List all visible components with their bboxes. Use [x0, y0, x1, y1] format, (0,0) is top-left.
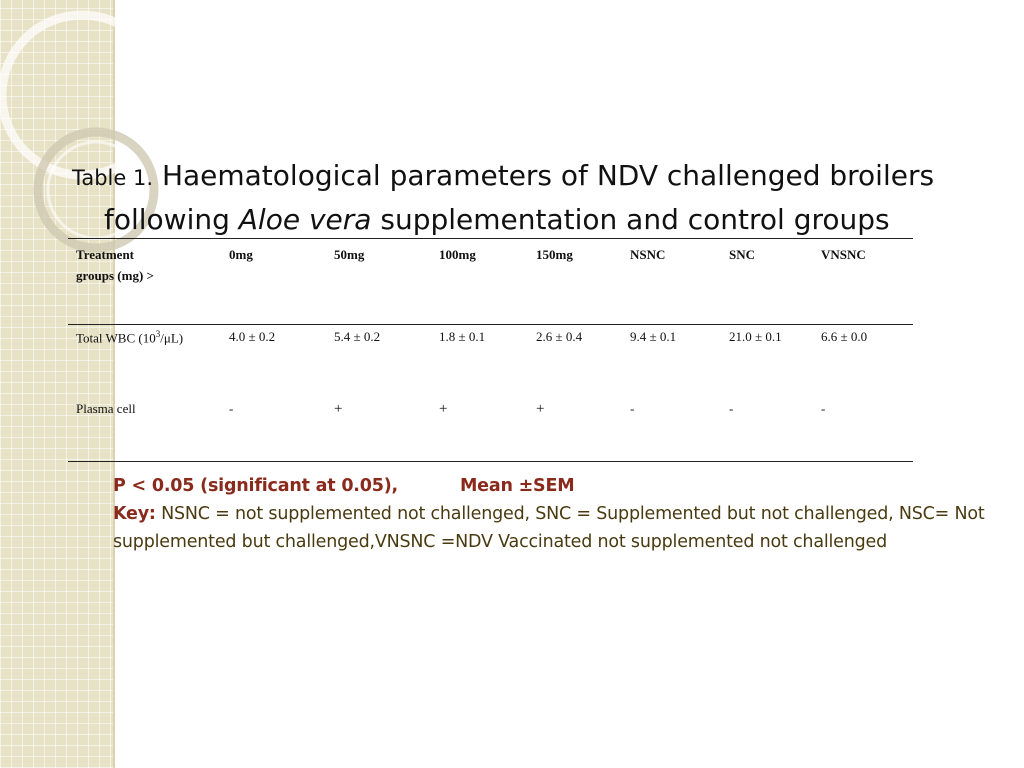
table-cell: 1.8 ± 0.1 — [439, 329, 486, 344]
header-treatment — [68, 239, 221, 325]
wbc-label-sup: 3 — [155, 329, 161, 339]
row-label-plasma: Plasma cell — [76, 401, 136, 416]
table-header-row — [68, 239, 913, 325]
wbc-label-pre: Total WBC (10 — [76, 330, 156, 346]
header-col-150mg: 150mg — [536, 247, 573, 262]
table-cell: 5.4 ± 0.2 — [334, 329, 381, 344]
table-cell: + — [334, 401, 343, 417]
table-row — [68, 395, 913, 462]
title-line2-pre: following — [104, 203, 239, 236]
stats-line — [113, 472, 1018, 500]
mean-sem-note: Mean ±SEM — [459, 476, 575, 496]
title-species: Aloe vera — [238, 203, 372, 236]
table-cell: 6.6 ± 0.0 — [821, 329, 868, 344]
footnotes — [113, 472, 1018, 556]
table-cell: 4.0 ± 0.2 — [229, 329, 276, 344]
header-treatment-line2: groups (mg) > — [76, 268, 154, 283]
header-col-vnsnc: VNSNC — [821, 247, 866, 262]
table-cell: 9.4 ± 0.1 — [630, 329, 677, 344]
table-row — [68, 325, 913, 396]
slide-title — [72, 155, 972, 240]
header-col-100mg: 100mg — [439, 247, 476, 262]
header-col-snc: SNC — [729, 247, 756, 262]
table-cell: 2.6 ± 0.4 — [536, 329, 583, 344]
table-cell: - — [630, 401, 635, 416]
row-label-wbc — [68, 325, 221, 396]
header-col-0mg: 0mg — [229, 247, 253, 262]
header-col-50mg: 50mg — [334, 247, 365, 262]
table-cell: - — [821, 401, 826, 416]
title-line2-post: supplementation and control groups — [371, 203, 890, 236]
title-line1: Haematological parameters of NDV challenged broilers — [161, 159, 935, 192]
header-treatment-line1: Treatment — [76, 247, 134, 262]
p-value-note: P < 0.05 (significant at 0.05), — [113, 476, 398, 496]
key-label: Key: — [113, 504, 156, 524]
table-cell: + — [439, 401, 448, 417]
key-text: NSNC = not supplemented not challenged, SNC = Supplemented but not challenged, NSC= Not supplemented but challenged,VNSNC =NDV Vaccinated not supplemented not challenged — [113, 504, 985, 552]
title-line2 — [72, 199, 972, 240]
title-prefix: Table 1. — [72, 166, 154, 190]
header-col-nsnc: NSNC — [630, 247, 666, 262]
table-cell: + — [536, 401, 545, 417]
key-note — [113, 500, 1018, 556]
haematology-table — [68, 238, 913, 462]
wbc-label-post: /μL) — [160, 330, 184, 346]
table-cell: - — [229, 401, 234, 416]
table-cell: 21.0 ± 0.1 — [729, 329, 782, 344]
table-cell: - — [729, 401, 734, 416]
